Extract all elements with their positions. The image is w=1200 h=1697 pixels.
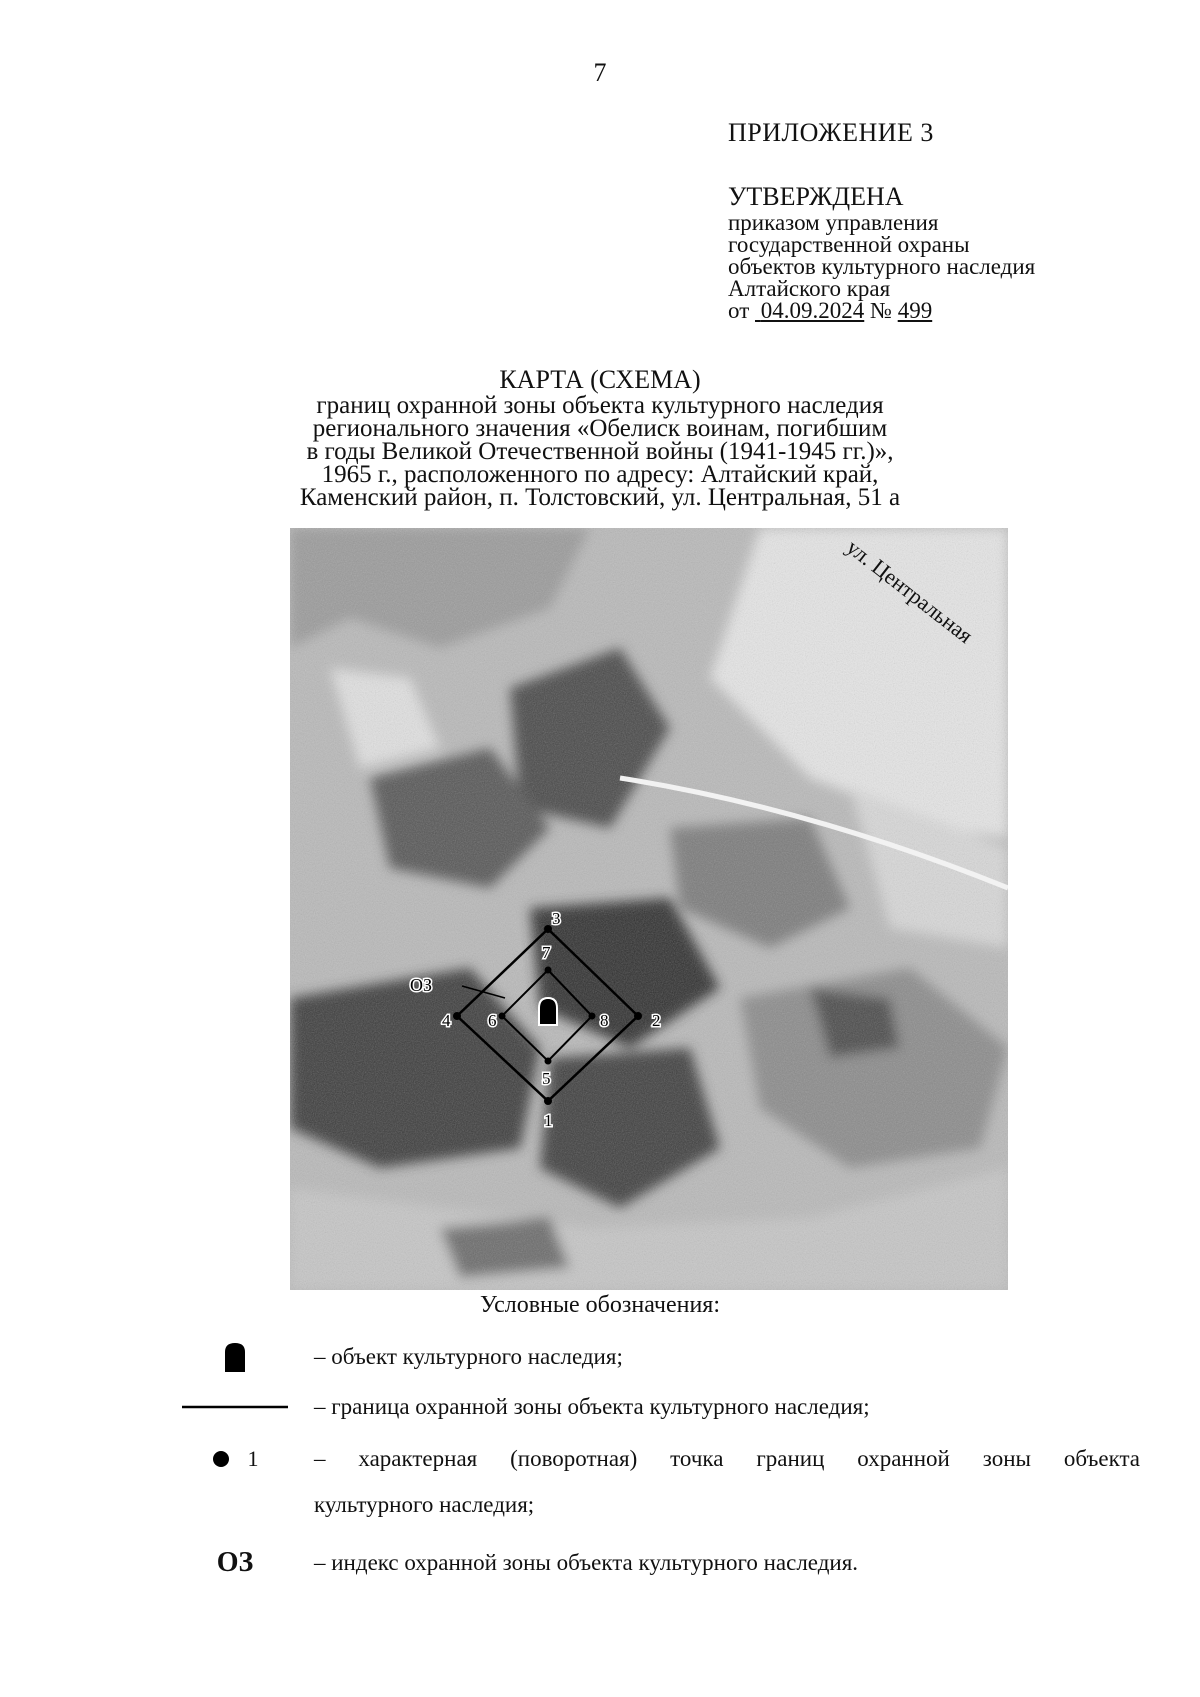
point-8-marker xyxy=(589,1013,596,1020)
boundary-line-icon xyxy=(180,1384,290,1430)
point-label-7: 7 xyxy=(542,943,551,962)
approval-line: приказом управления xyxy=(728,210,939,235)
legend-text: – объект культурного наследия; xyxy=(314,1344,623,1369)
map-canvas xyxy=(290,528,1008,1290)
point-label-6: 6 xyxy=(488,1011,497,1030)
point-2-marker xyxy=(634,1012,642,1020)
heading-line: регионального значения «Обелиск воинам, погибшим xyxy=(312,415,888,442)
approval-date-line xyxy=(728,300,1035,322)
street-label: ул. Центральная xyxy=(841,534,978,649)
heading-line: границ охранной зоны объекта культурного наследия xyxy=(316,392,884,419)
point-label-4: 4 xyxy=(442,1011,451,1030)
map-heading xyxy=(200,366,1000,509)
approval-line: Алтайского края xyxy=(728,276,891,301)
heritage-object-icon xyxy=(180,1334,290,1380)
approved-word: УТВЕРЖДЕНА xyxy=(728,182,904,211)
page-number: 7 xyxy=(593,58,607,87)
appendix-label: ПРИЛОЖЕНИЕ 3 xyxy=(728,118,934,147)
point-4-marker xyxy=(453,1012,461,1020)
heading-line: 1965 г., расположенного по адресу: Алтайский край, xyxy=(321,461,879,488)
point-symbol-number: 1 xyxy=(247,1446,259,1471)
point-label-8: 8 xyxy=(600,1011,609,1030)
legend-text: – характерная (поворотная) точка границ охранной зоны объекта культурного наследия; xyxy=(314,1446,1140,1517)
heading-line: в годы Великой Отечественной войны (1941-1945 гг.)», xyxy=(306,438,894,465)
point-dot-icon xyxy=(212,1450,230,1468)
aerial-map xyxy=(290,528,1008,1290)
zone-index-symbol: ОЗ xyxy=(216,1547,254,1578)
heading-line: Каменский район, п. Толстовский, ул. Центральная, 51 а xyxy=(299,484,901,511)
heritage-object-marker xyxy=(539,998,557,1025)
point-label-3: 3 xyxy=(552,909,561,928)
legend-text: – индекс охранной зоны объекта культурного наследия. xyxy=(314,1550,859,1575)
number-sign: № xyxy=(870,298,892,323)
date-prefix: от xyxy=(728,298,750,323)
legend-text: – граница охранной зоны объекта культурного наследия; xyxy=(314,1394,870,1419)
approval-block xyxy=(728,182,1035,322)
point-label-1: 1 xyxy=(544,1111,553,1130)
point-5-marker xyxy=(545,1058,552,1065)
map-grain xyxy=(290,528,1008,1290)
point-1-marker xyxy=(544,1097,552,1105)
zone-label: ОЗ xyxy=(410,975,433,995)
point-7-marker xyxy=(545,967,552,974)
map-title: КАРТА (СХЕМА) xyxy=(499,365,701,394)
point-6-marker xyxy=(499,1013,506,1020)
legend-title: Условные обозначения: xyxy=(479,1292,721,1318)
order-number: 499 xyxy=(897,298,933,323)
turning-point-symbol xyxy=(180,1436,290,1482)
approval-date: 04.09.2024 xyxy=(760,298,865,323)
point-3-marker xyxy=(544,925,552,933)
point-label-2: 2 xyxy=(652,1011,661,1030)
approval-line: государственной охраны xyxy=(728,232,970,257)
point-label-5: 5 xyxy=(542,1069,551,1088)
approval-line: объектов культурного наследия xyxy=(728,254,1036,279)
